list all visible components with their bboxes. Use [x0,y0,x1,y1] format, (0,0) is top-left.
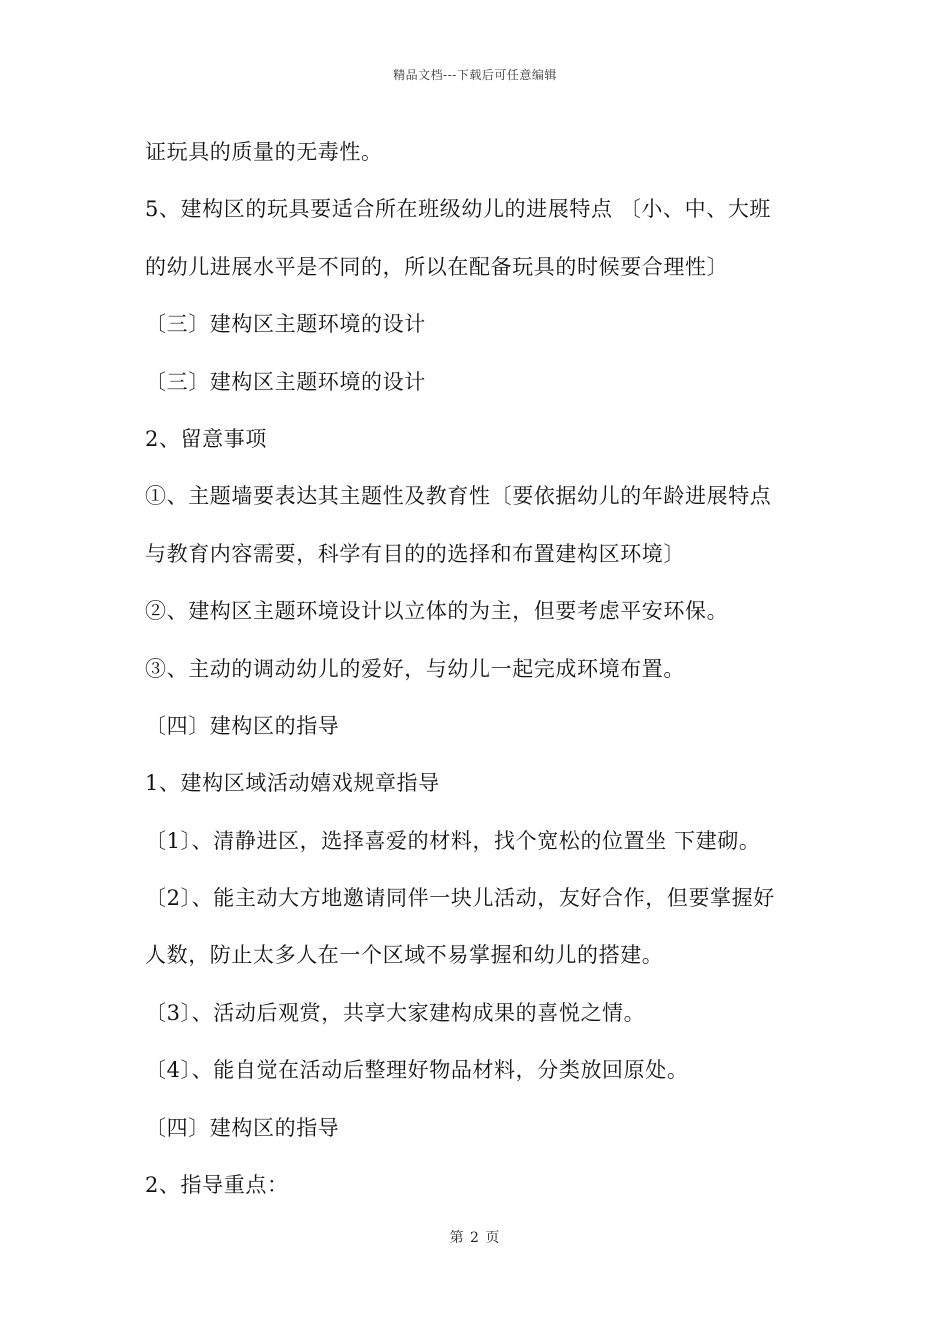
section-heading: 〔三〕建构区主题环境的设计 [145,312,426,337]
text-line: ②、建构区主题环境设计以立体的为主，但要考虑平安环保。 [145,599,729,624]
subsection-heading: 2、指导重点： [145,1173,289,1198]
text-line: 〔4〕、能自觉在活动后整理好物品材料，分类放回原处。 [145,1058,689,1083]
text-line: 〔3〕、活动后观赏，共享大家建构成果的喜悦之情。 [145,1000,646,1025]
page-number: 第 2 页 [449,1230,501,1246]
section-heading: 〔四〕建构区的指导 [145,713,340,738]
section-heading: 〔三〕建构区主题环境的设计 [145,369,426,394]
subsection-heading: 2、留意事项 [145,426,267,451]
text-line: 〔1〕、清静进区，选择喜爱的材料，找个宽松的位置坐 下建砌。 [145,828,761,853]
text-line: 证玩具的质量的无毒性。 [145,140,383,164]
text-line: ③、主动的调动幼儿的爱好，与幼儿一起完成环境布置。 [145,656,685,681]
document-body [145,127,815,1217]
text-line: 的幼儿进展水平是不同的，所以在配备玩具的时候要合理性〕 [145,254,729,279]
text-line: 人数，防止太多人在一个区域不易掌握和幼儿的搭建。 [145,943,664,968]
text-line: ①、主题墙要表达其主题性及教育性〔要依据幼儿的年龄进展特点 [145,484,772,509]
section-heading: 〔四〕建构区的指导 [145,1115,340,1140]
page-header: 精品文档---下载后可任意编辑 [393,68,557,82]
text-line: 与教育内容需要，科学有目的的选择和布置建构区环境〕 [145,541,685,566]
text-line: 5、建构区的玩具要适合所在班级幼儿的进展特点 〔小、中、大班 [145,197,772,222]
subsection-heading: 1、建构区域活动嬉戏规章指导 [145,771,440,796]
text-line: 〔2〕、能主动大方地邀请同伴一块儿活动，友好合作，但要掌握好 [145,886,775,911]
